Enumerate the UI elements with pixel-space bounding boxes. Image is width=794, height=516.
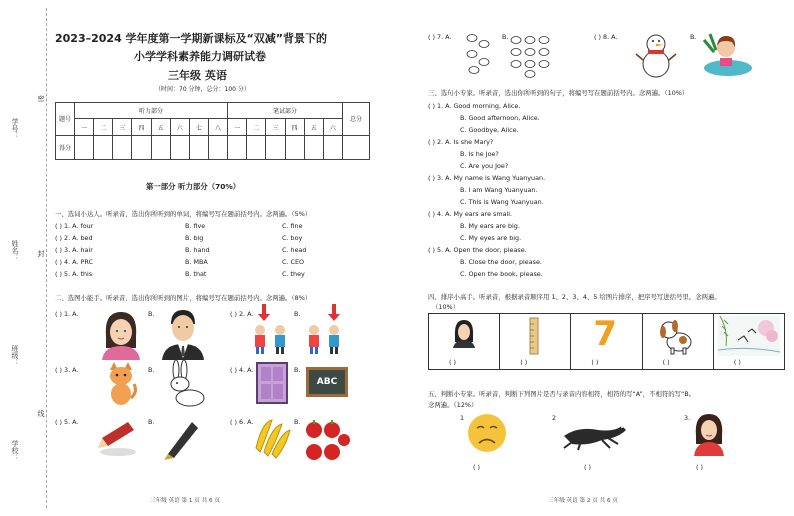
sheep-many-picture xyxy=(508,34,554,78)
col-l4: 四 xyxy=(132,119,151,135)
order-blank-4[interactable]: ( ) xyxy=(662,358,670,366)
s2-q1: ( ) 1. A. xyxy=(55,310,79,318)
kids-arrow-b-picture xyxy=(306,304,346,356)
col-w4: 四 xyxy=(285,119,304,135)
s1-q3-c: C. head xyxy=(282,246,307,254)
pen-picture xyxy=(162,416,202,460)
score-cell[interactable] xyxy=(304,135,323,159)
score-cell[interactable] xyxy=(285,135,304,159)
s2-q3: ( ) 3. A. xyxy=(55,366,79,374)
order-blank-5[interactable]: ( ) xyxy=(733,358,741,366)
sheep-few-picture xyxy=(466,32,492,76)
s5-blank-1[interactable]: ( ) xyxy=(473,463,481,471)
s3-q2-b: B. Is he Joe? xyxy=(460,150,499,158)
order-cell-spring xyxy=(714,314,784,369)
binding-mi: 密 xyxy=(37,95,45,102)
binding-banji: 班级： xyxy=(11,345,19,366)
exam-title-line2: 小学学科素养能力调研试卷 xyxy=(134,50,266,63)
binding-xingming: 姓名： xyxy=(11,240,19,261)
section5-heading2: 念两遍。（12%） xyxy=(428,401,478,409)
s1-q2-c: C. boy xyxy=(282,234,303,242)
s1-q1-c: C. fine xyxy=(282,222,303,230)
score-cell[interactable] xyxy=(208,135,227,159)
s1-q2: ( ) 2. A. bed xyxy=(55,234,93,242)
s1-q4: ( ) 4. A. PRC xyxy=(55,258,93,266)
order-cell-dog xyxy=(643,314,714,369)
kids-arrow-a-picture xyxy=(252,304,292,356)
binding-feng: 封 xyxy=(37,250,45,257)
section4-percent: （10%） xyxy=(432,303,459,311)
binding-xuexiao: 学校： xyxy=(11,440,19,461)
woman-face-picture xyxy=(98,308,144,360)
score-cell[interactable] xyxy=(151,135,170,159)
s1-q5: ( ) 5. A. this xyxy=(55,270,93,278)
s3-q4-b: B. My ears are big. xyxy=(460,222,520,230)
order-blank-2[interactable]: ( ) xyxy=(520,358,528,366)
s2-q2: ( ) 2. A. xyxy=(230,310,254,318)
s5-num-3: 3. xyxy=(684,414,691,422)
left-footer: 三年级 英语 第 1 页 共 6 页 xyxy=(150,498,220,504)
snowman-picture xyxy=(636,32,676,78)
s1-q3: ( ) 3. A. hair xyxy=(55,246,93,254)
section5-heading: 五、判断小专家。听录音，判断下列图片是否与录音内容相符，相符的写“A”，不相符的写“B。 xyxy=(428,390,696,398)
score-cell[interactable] xyxy=(266,135,285,159)
s2-q2-b: B. xyxy=(294,310,301,318)
written-header: 笔试部分 xyxy=(228,103,343,119)
score-cell[interactable] xyxy=(94,135,113,159)
man-face-picture xyxy=(160,306,206,360)
part1-title: 第一部分 听力部分（70%） xyxy=(146,182,241,191)
s3-q3-c: C. This is Wang Yuanyuan. xyxy=(460,198,544,206)
s3-q1-a: ( ) 1. A. Good morning, Alice. xyxy=(428,102,521,110)
cat-picture xyxy=(104,362,138,406)
s3-q1-b: B. Good afternoon, Alice. xyxy=(460,114,540,122)
s5-num-1: 1 xyxy=(460,414,465,422)
s2-q3-b: B. xyxy=(148,366,155,374)
col-l3: 三 xyxy=(113,119,132,135)
s2-q1-b: B. xyxy=(148,310,155,318)
col-l1: 一 xyxy=(75,119,94,135)
exam-subtitle: 三年级 英语 xyxy=(168,69,227,82)
col-w3: 三 xyxy=(266,119,285,135)
s1-q5-c: C. they xyxy=(282,270,305,278)
s3-q4-a: ( ) 4. A. My ears are small. xyxy=(428,210,513,218)
section3-heading: 三、选句小专家。听录音，选出你所听到的句子，将编号写在题前括号内。念两遍。（10%） xyxy=(428,89,689,97)
rabbit-picture xyxy=(162,360,208,408)
running-animal-icon xyxy=(558,416,630,450)
dog-icon xyxy=(657,318,697,354)
order-blank-3[interactable]: ( ) xyxy=(591,358,599,366)
right-footer: 三年级 英语 第 2 页 共 6 页 xyxy=(548,498,618,504)
q8-b: B. xyxy=(690,33,697,41)
s3-q4-c: C. My eyes are big. xyxy=(460,234,522,242)
woman-icon xyxy=(451,318,477,348)
q8: ( ) 8. A. xyxy=(594,33,618,41)
col-l5: 五 xyxy=(151,119,170,135)
col-l7: 七 xyxy=(189,119,208,135)
ordering-picture-row xyxy=(428,313,785,370)
s3-q5-c: C. Open the book, please. xyxy=(460,270,543,278)
s3-q5-b: B. Close the door, please. xyxy=(460,258,542,266)
section4-heading: 四、排序小高手。听录音，根据录音顺序用 1、2、3、4、5 给图片排序，把序号写进括号里。念两遍。 xyxy=(428,293,721,301)
score-cell[interactable] xyxy=(170,135,189,159)
s2-q6-b: B. xyxy=(294,418,301,426)
section1-heading: 一、选词小达人。听录音，选出你所听到的单词，将编号写在题前括号内。念两遍。（5%） xyxy=(55,210,312,218)
woman-portrait-icon xyxy=(692,410,726,456)
apples-picture xyxy=(304,418,350,466)
ruler-icon xyxy=(528,318,540,354)
q7-b: B. xyxy=(502,33,509,41)
score-cell[interactable] xyxy=(228,135,247,159)
s3-q2-c: C. Are you Joe? xyxy=(460,162,509,170)
binding-xuehao: 学号： xyxy=(11,118,19,139)
s5-blank-2[interactable]: ( ) xyxy=(584,463,592,471)
score-cell[interactable] xyxy=(132,135,151,159)
order-cell-ruler xyxy=(500,314,571,369)
s3-q5-a: ( ) 5. A. Open the door, please. xyxy=(428,246,527,254)
col-w6: 六 xyxy=(323,119,342,135)
col-l2: 二 xyxy=(94,119,113,135)
order-cell-woman xyxy=(429,314,500,369)
score-cell[interactable] xyxy=(75,135,94,159)
col-w2: 二 xyxy=(247,119,266,135)
bananas-picture xyxy=(252,418,292,458)
s5-num-2: 2 xyxy=(552,414,557,422)
s2-q4: ( ) 4. A. xyxy=(230,366,254,374)
sad-face-icon xyxy=(466,412,508,454)
s2-q5: ( ) 5. A. xyxy=(55,418,79,426)
pencil-picture xyxy=(98,418,140,458)
score-cell[interactable] xyxy=(113,135,132,159)
binding-xian: 线 xyxy=(37,410,45,417)
s3-q3-b: B. I am Wang Yuanyuan. xyxy=(460,186,538,194)
score-table xyxy=(55,102,370,160)
binding-line xyxy=(46,8,47,508)
exam-title-line1: 2023–2024 学年度第一学期新课标及“双减”背景下的 xyxy=(55,32,328,45)
score-cell[interactable] xyxy=(189,135,208,159)
girl-swimming-picture xyxy=(702,30,754,78)
total-header: 总分 xyxy=(343,103,370,136)
blackboard-abc-picture: ABC xyxy=(306,367,348,397)
col-l6: 六 xyxy=(170,119,189,135)
number-seven-icon: 7 xyxy=(593,314,618,354)
score-cell[interactable] xyxy=(323,135,342,159)
col-l8: 八 xyxy=(208,119,227,135)
s2-q5-b: B. xyxy=(148,418,155,426)
s2-q6: ( ) 6. A. xyxy=(230,418,254,426)
defen-cell: 得分 xyxy=(56,135,75,159)
s1-q4-c: C. CEO xyxy=(282,258,305,266)
order-cell-seven xyxy=(571,314,642,369)
s2-q4-b: B. xyxy=(294,366,301,374)
s3-q3-a: ( ) 3. A. My name is Wang Yuanyuan. xyxy=(428,174,546,182)
door-picture xyxy=(256,362,288,404)
col-w1: 一 xyxy=(228,119,247,135)
section2-heading: 二、选图小能手。听录音，选出你所听到的图片，将编号写在题前括号内。念两遍。（8%） xyxy=(55,294,312,302)
spring-scene-icon xyxy=(718,316,780,356)
tihao-cell: 题号 xyxy=(56,103,75,136)
time-score: （时间：70 分钟，总分：100 分） xyxy=(155,86,250,93)
s3-q2-a: ( ) 2. A. Is she Mary? xyxy=(428,138,494,146)
s3-q1-c: C. Goodbye, Alice. xyxy=(460,126,519,134)
s1-q4-b: B. MBA xyxy=(185,258,208,266)
col-w5: 五 xyxy=(304,119,323,135)
s1-q3-b: B. hand xyxy=(185,246,210,254)
s1-q1: ( ) 1. A. four xyxy=(55,222,94,230)
order-blank-1[interactable]: ( ) xyxy=(449,358,457,366)
s1-q1-b: B. five xyxy=(185,222,206,230)
score-cell[interactable] xyxy=(343,135,370,159)
q7: ( ) 7. A. xyxy=(428,33,452,41)
s5-blank-3[interactable]: ( ) xyxy=(696,463,704,471)
s1-q2-b: B. big xyxy=(185,234,204,242)
score-cell[interactable] xyxy=(247,135,266,159)
listening-header: 听力部分 xyxy=(75,103,228,119)
s1-q5-b: B. that xyxy=(185,270,207,278)
